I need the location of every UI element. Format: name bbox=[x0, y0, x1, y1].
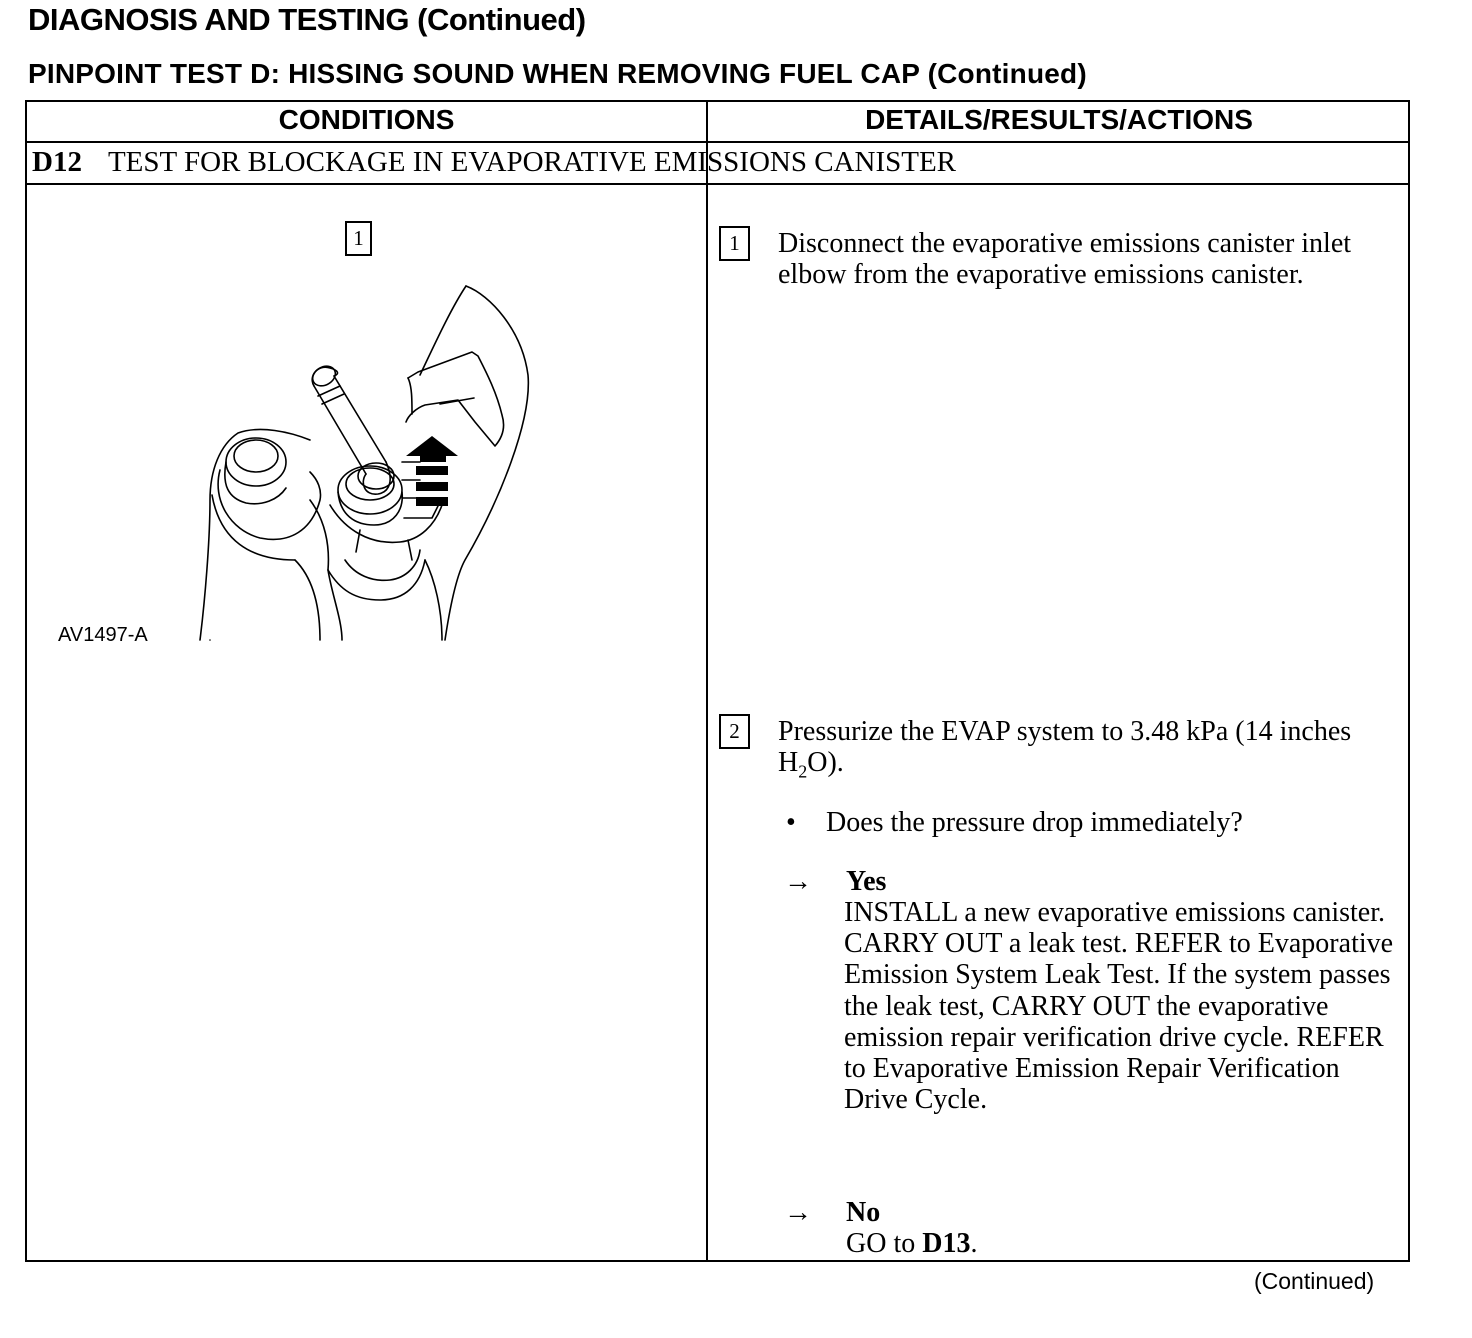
pinpoint-test-title: PINPOINT TEST D: HISSING SOUND WHEN REMOVING FUEL CAP (Continued) bbox=[28, 58, 1087, 89]
figure-label: AV1497-A bbox=[58, 624, 148, 646]
step-1-text: Disconnect the evaporative emissions canister inlet elbow from the evaporative emissions canister. bbox=[778, 228, 1352, 290]
step-2-text-end: O). bbox=[807, 747, 844, 778]
no-action-text bbox=[846, 1228, 977, 1260]
continued-footer: (Continued) bbox=[1254, 1268, 1375, 1294]
figure-callout: 1 bbox=[345, 221, 372, 256]
no-arrow-icon: → bbox=[784, 1197, 812, 1228]
step-2-number-box: 2 bbox=[719, 714, 750, 749]
step-2-text-main: Pressurize the EVAP system to 3.48 kPa (14 inches H bbox=[778, 716, 1352, 778]
no-action-suffix: . bbox=[970, 1228, 978, 1259]
no-label: No bbox=[846, 1197, 881, 1228]
step-1-number-box: 1 bbox=[719, 226, 750, 261]
column-header-details: DETAILS/RESULTS/ACTIONS bbox=[865, 104, 1253, 135]
step-title: TEST FOR BLOCKAGE IN EVAPORATIVE EMISSIONS CANISTER bbox=[107, 146, 957, 178]
step-row-header bbox=[32, 146, 956, 179]
step-2-text bbox=[778, 716, 1404, 788]
yes-action-text: INSTALL a new evaporative emissions canister. CARRY OUT a leak test. REFER to Evaporative Emission System Leak Test. If the system passes the leak test, CARRY OUT the evaporative emission repair verification drive cycle. REFER to Evaporative Emission Repair Verification Drive Cycle. bbox=[844, 897, 1394, 1116]
no-action-target: D13 bbox=[922, 1228, 971, 1259]
yes-arrow-icon: → bbox=[784, 866, 812, 897]
column-divider bbox=[706, 100, 708, 1262]
page-title: DIAGNOSIS AND TESTING (Continued) bbox=[28, 2, 586, 37]
step-2-question: Does the pressure drop immediately? bbox=[826, 807, 1243, 838]
no-action-prefix: GO to bbox=[846, 1228, 923, 1259]
step-id: D12 bbox=[32, 146, 82, 178]
header-row-rule bbox=[25, 141, 1410, 143]
yes-label: Yes bbox=[846, 866, 887, 897]
step-row-rule bbox=[25, 183, 1410, 185]
step-2-subscript: 2 bbox=[798, 761, 808, 782]
question-bullet: • bbox=[786, 807, 796, 838]
column-header-conditions: CONDITIONS bbox=[278, 104, 455, 135]
canister-illustration bbox=[150, 200, 550, 660]
